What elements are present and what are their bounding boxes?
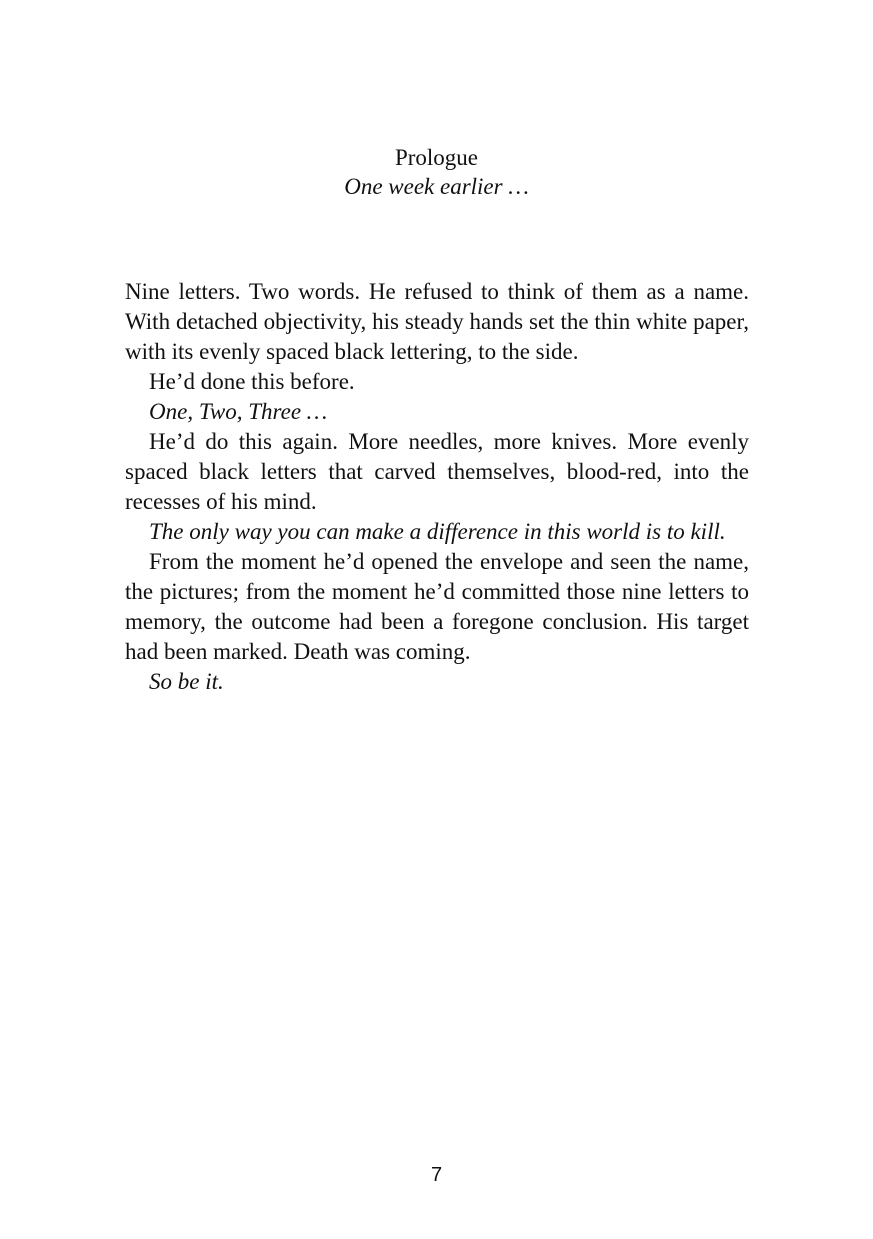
chapter-title: Prologue: [394, 145, 479, 170]
chapter-subtitle: One week earlier …: [344, 174, 529, 199]
paragraph-4: He’d do this again. More needles, more knives. More evenly spaced black letters that carved themselves, blood-red, into the recesses of his mind.: [125, 429, 749, 514]
paragraph-6: From the moment he’d opened the envelope and seen the name, the pictures; from the moment he’d committed those nine letters to memory, the outcome had been a foregone conclusion. His target had been marked. Death was coming.: [125, 549, 749, 664]
paragraph-3: One, Two, Three …: [149, 399, 328, 424]
paragraph-1: Nine letters. Two words. He refused to think of them as a name. With detached objectivity, his steady hands set the thin white paper, with its evenly spaced black lettering, to the side.: [125, 279, 749, 364]
page-number: 7: [430, 1164, 443, 1186]
body-text: [125, 277, 749, 697]
paragraph-5: The only way you can make a difference in this world is to kill.: [149, 519, 726, 544]
paragraph-7: So be it.: [149, 669, 224, 694]
paragraph-2: He’d done this before.: [149, 369, 355, 394]
chapter-heading: [0, 143, 873, 201]
